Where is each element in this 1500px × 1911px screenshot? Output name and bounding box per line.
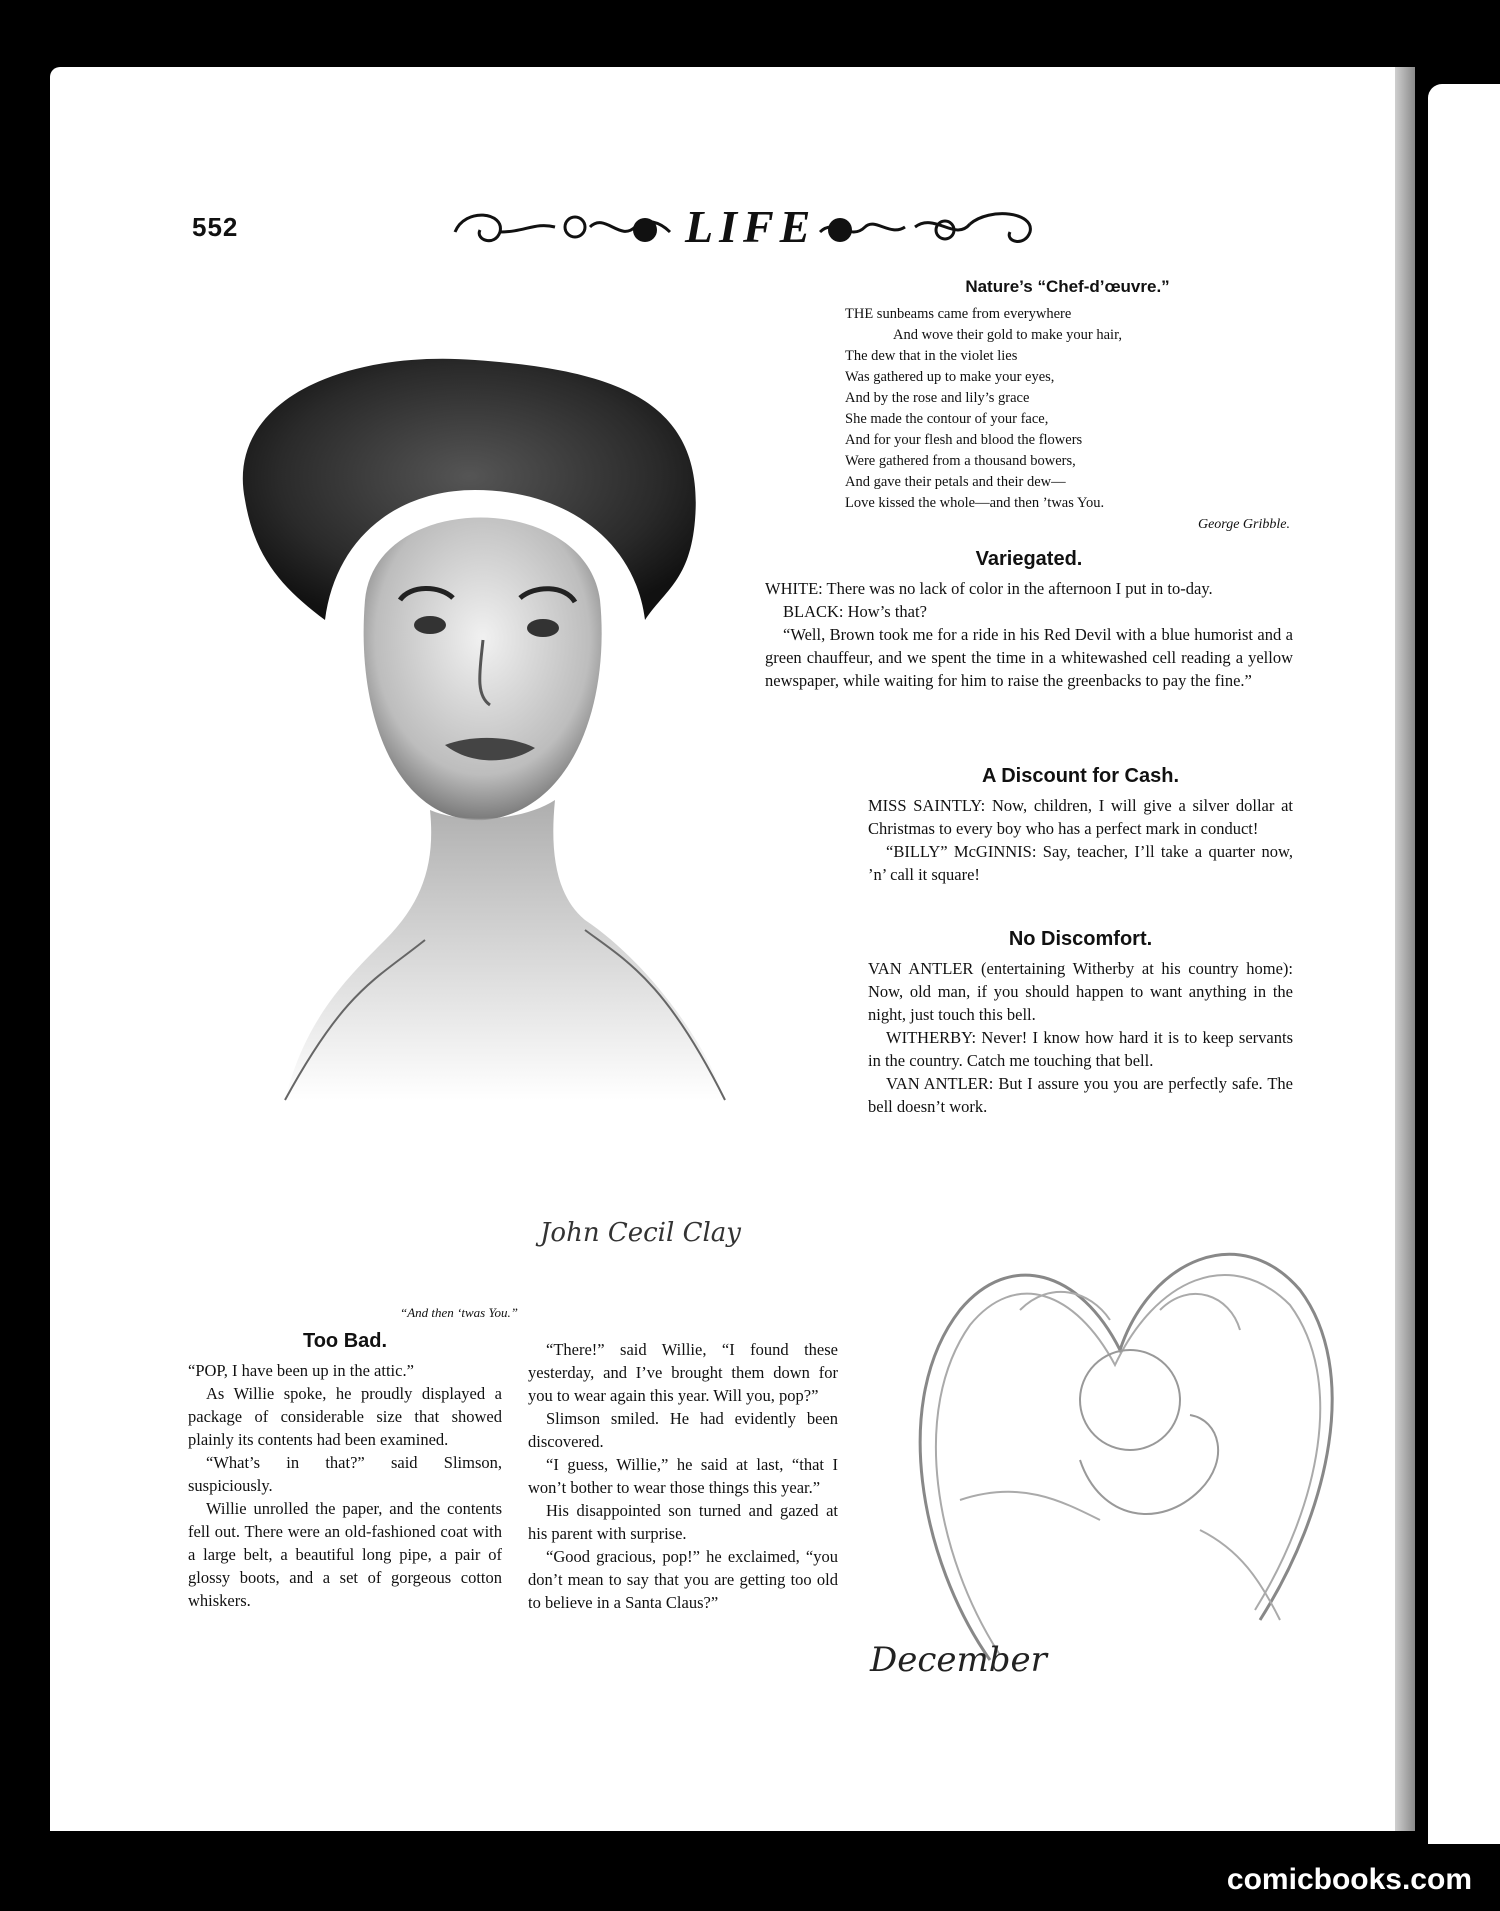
too-bad-column-1 (188, 1330, 502, 1612)
poem-author: George Gribble. (1197, 517, 1290, 532)
too-bad-para: His disappointed son turned and gazed at his parent with surprise. (528, 1501, 838, 1543)
variegated-para: “Well, Brown took me for a ride in his Red Devil with a blue humorist and a green chauffeur, and we spent the time in a whitewashed cell reading a yellow newspaper, while waiting for him to raise the greenbacks to pay the fine.” (765, 625, 1293, 690)
discount-article (868, 765, 1293, 886)
too-bad-para: “There!” said Willie, “I found these yesterday, and I’ve brought them down for you to wear again this year. Will you, pop?” (528, 1340, 838, 1405)
poem-line: She made the contour of your face, (845, 411, 1049, 427)
variegated-para: BLACK: How’s that? (783, 602, 927, 621)
poem-body (845, 304, 1290, 535)
watermark: comicbooks.com (1226, 1863, 1472, 1896)
too-bad-para: “POP, I have been up in the attic.” (188, 1361, 414, 1380)
poem-line: And for your flesh and blood the flowers (845, 432, 1083, 448)
poem-line: And wove their gold to make your hair, (893, 327, 1122, 343)
poem-line: And by the rose and lily’s grace (845, 390, 1030, 406)
poem-line: The dew that in the violet lies (845, 348, 1018, 364)
poem-column (845, 275, 1290, 535)
next-page-edge (1428, 84, 1500, 1844)
heart-cupid-sketch (900, 1200, 1360, 1700)
portrait-caption: “And then ‘twas You.” (400, 1305, 518, 1320)
poem-line: Were gathered from a thousand bowers, (845, 453, 1076, 469)
too-bad-para: “I guess, Willie,” he said at last, “that I won’t bother to wear those things this year.” (528, 1455, 838, 1497)
discount-para: MISS SAINTLY: Now, children, I will give a silver dollar at Christmas to every boy who has a perfect mark in conduct! (868, 796, 1293, 838)
no-discomfort-para: WITHERBY: Never! I know how hard it is to keep servants in the country. Catch me touching that bell. (868, 1028, 1293, 1070)
too-bad-para: As Willie spoke, he proudly displayed a package of considerable size that showed plainly its contents had been examined. (188, 1384, 502, 1449)
page-edge-shadow (1395, 67, 1415, 1831)
december-signature: December (870, 1640, 1047, 1680)
variegated-article (765, 548, 1293, 692)
poem-line: And gave their petals and their dew— (845, 474, 1066, 490)
too-bad-para: “Good gracious, pop!” he exclaimed, “you don’t mean to say that you are getting too old to believe in a Santa Claus?” (528, 1547, 838, 1612)
no-discomfort-article (868, 928, 1293, 1118)
masthead (445, 192, 1045, 262)
discount-title: A Discount for Cash. (981, 765, 1180, 787)
too-bad-para: Willie unrolled the paper, and the contents fell out. There were an old-fashioned coat with a large belt, a beautiful long pipe, a pair of glossy boots, and a set of gorgeous cotton whiskers. (188, 1499, 502, 1610)
too-bad-title: Too Bad. (302, 1330, 388, 1352)
no-discomfort-para: VAN ANTLER: But I assure you you are perfectly safe. The bell doesn’t work. (868, 1074, 1293, 1116)
no-discomfort-para: VAN ANTLER (entertaining Witherby at his country home): Now, old man, if you should happen to want anything in the night, just touch this bell. (868, 959, 1293, 1024)
no-discomfort-title: No Discomfort. (1008, 928, 1153, 950)
too-bad-para: “What’s in that?” said Slimson, suspiciously. (188, 1453, 502, 1495)
portrait-illustration (225, 340, 815, 1190)
variegated-para: WHITE: There was no lack of color in the afternoon I put in to-day. (765, 579, 1213, 598)
poem-line: Was gathered up to make your eyes, (845, 369, 1055, 385)
artist-signature: John Cecil Clay (540, 1218, 741, 1248)
variegated-title: Variegated. (975, 548, 1083, 570)
discount-para: “BILLY” McGINNIS: Say, teacher, I’ll take a quarter now, ’n’ call it square! (868, 842, 1293, 884)
poem-line: THE sunbeams came from everywhere (845, 306, 1072, 322)
poem-line: Love kissed the whole—and then ’twas You. (845, 495, 1105, 511)
too-bad-column-2 (528, 1338, 838, 1614)
poem-title: Nature’s “Chef-d’œuvre.” (965, 277, 1170, 296)
masthead-title: LIFE (685, 201, 817, 252)
too-bad-para: Slimson smiled. He had evidently been discovered. (528, 1409, 838, 1451)
page-number: 552 (192, 212, 239, 242)
